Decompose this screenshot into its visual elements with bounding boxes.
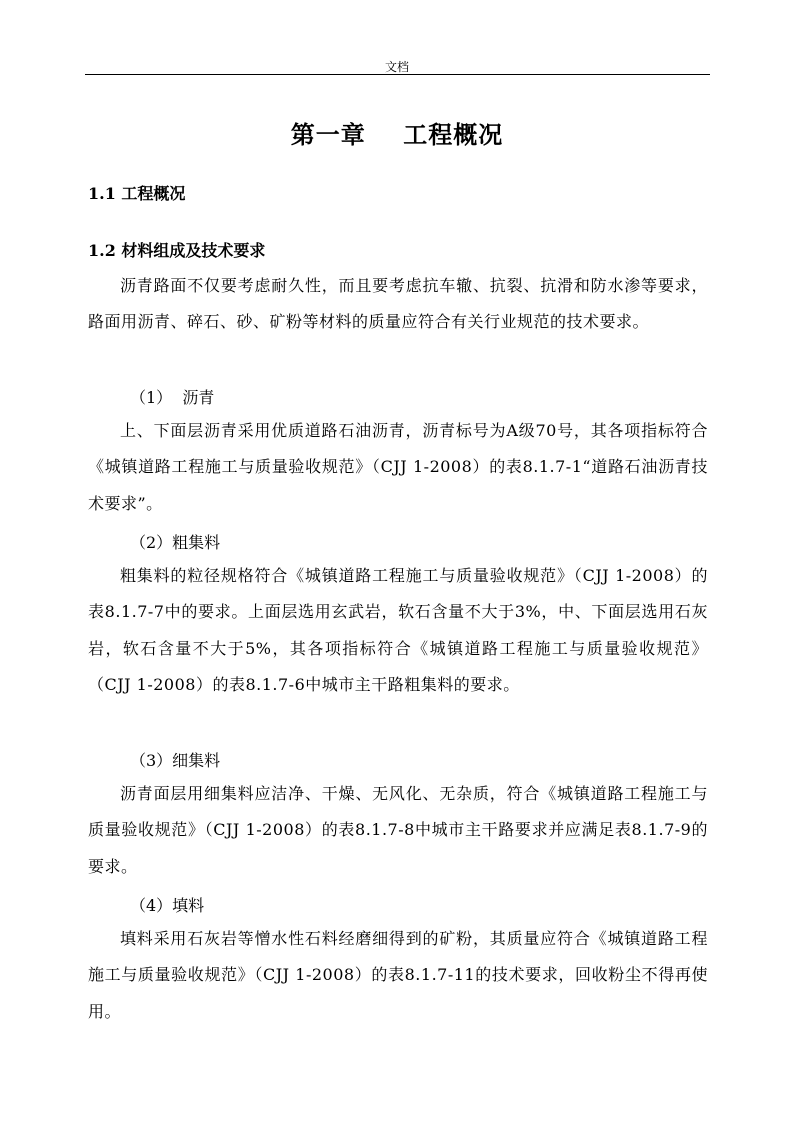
section-heading-1-2: 1.2 材料组成及技术要求	[88, 241, 266, 260]
subheading-asphalt: （1） 沥青	[130, 388, 215, 407]
paragraph-fine-aggregate: 沥青面层用细集料应洁净、干燥、无风化、无杂质，符合《城镇道路工程施工与质量验收规范》（CJJ 1-2008）的表8.1.7-8中城市主干路要求并应满足表8.1.7-9的要求。	[88, 784, 708, 876]
subheading-coarse-aggregate: （2）粗集料	[130, 533, 221, 552]
paragraph-filler: 填料采用石灰岩等憎水性石料经磨细得到的矿粉，其质量应符合《城镇道路工程施工与质量验收规范》（CJJ 1-2008）的表8.1.7-11的技术要求，回收粉尘不得再使用。	[88, 929, 708, 1021]
header-divider	[85, 74, 710, 75]
chapter-title: 第一章 工程概况	[290, 120, 504, 149]
page-header: 文档	[384, 60, 409, 74]
paragraph-asphalt: 上、下面层沥青采用优质道路石油沥青，沥青标号为A级70号，其各项指标符合《城镇道路工程施工与质量验收规范》（CJJ 1-2008）的表8.1.7-1“道路石油沥青技术要求”。	[88, 421, 708, 513]
paragraph-intro: 沥青路面不仅要考虑耐久性，而且要考虑抗车辙、抗裂、抗滑和防水渗等要求，路面用沥青、碎石、砂、矿粉等材料的质量应符合有关行业规范的技术要求。	[88, 276, 708, 332]
paragraph-coarse-aggregate: 粗集料的粒径规格符合《城镇道路工程施工与质量验收规范》（CJJ 1-2008）的表8.1.7-7中的要求。上面层选用玄武岩，软石含量不大于3%，中、下面层选用石灰岩，软石含量不大于5%，其各项指标符合《城镇道路工程施工与质量验收规范》（CJJ 1-2008）的表8.1.7-6中城市主干路粗集料的要求。	[88, 566, 708, 694]
subheading-fine-aggregate: （3）细集料	[130, 751, 221, 770]
section-heading-1-1: 1.1 工程概况	[88, 184, 186, 203]
subheading-filler: （4）填料	[130, 896, 205, 915]
